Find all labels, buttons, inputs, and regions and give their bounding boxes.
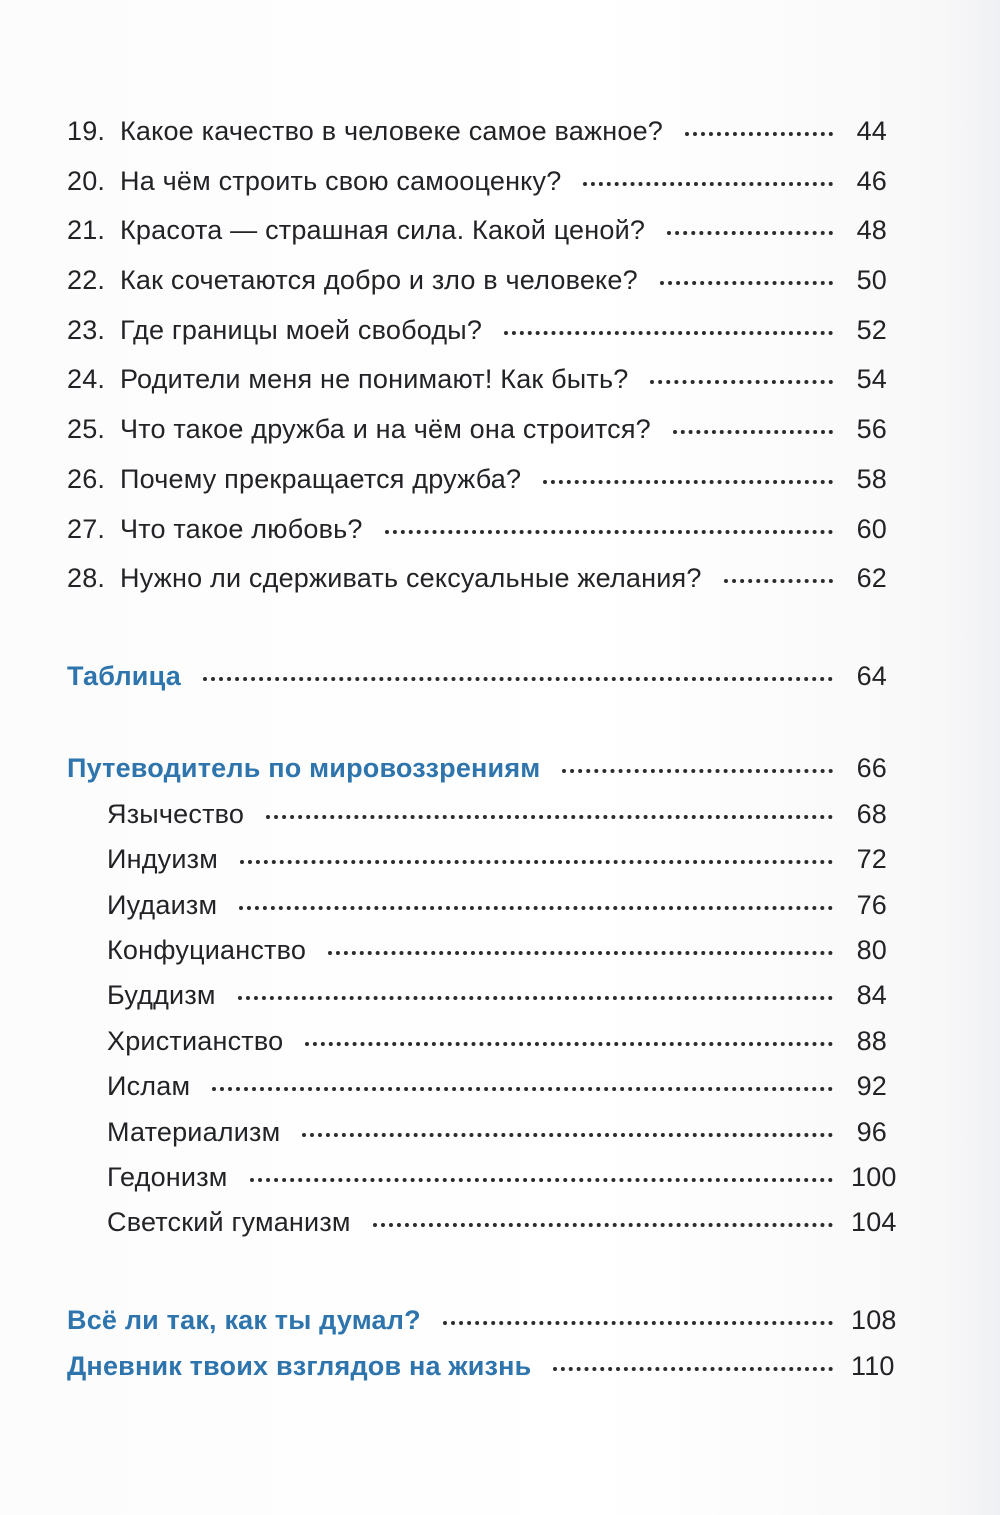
entry-page: 46 bbox=[856, 165, 887, 196]
subentry-title: Язычество bbox=[107, 798, 245, 829]
toc-subentry bbox=[67, 976, 887, 1021]
toc-entry-21 bbox=[67, 211, 887, 261]
dot-leader bbox=[328, 950, 833, 955]
dot-leader bbox=[385, 529, 833, 534]
toc-entry-26 bbox=[67, 460, 887, 510]
dot-leader bbox=[650, 379, 833, 384]
entry-number: 19. bbox=[67, 116, 106, 146]
dot-leader bbox=[373, 1222, 833, 1227]
toc-subentry bbox=[67, 931, 887, 976]
section-title: Таблица bbox=[67, 660, 181, 691]
dot-leader bbox=[240, 859, 833, 864]
entry-page: 48 bbox=[856, 215, 887, 246]
dot-leader bbox=[553, 1366, 833, 1371]
toc-entry-22 bbox=[67, 261, 887, 311]
dot-leader bbox=[724, 578, 833, 583]
dot-leader bbox=[583, 181, 833, 186]
dot-leader bbox=[203, 676, 833, 681]
toc-entry-24 bbox=[67, 360, 887, 410]
subentry-title: Ислам bbox=[107, 1071, 191, 1102]
dot-leader bbox=[443, 1320, 833, 1325]
table-of-contents bbox=[67, 112, 897, 1393]
dot-leader bbox=[302, 1132, 833, 1137]
subentry-title: Материализм bbox=[107, 1116, 281, 1147]
subentry-page: 80 bbox=[856, 935, 887, 966]
entry-title: Родители меня не понимают! Как быть? bbox=[120, 364, 629, 395]
dot-leader bbox=[504, 330, 833, 335]
subentry-page: 72 bbox=[856, 844, 887, 875]
toc-entry-27 bbox=[67, 510, 887, 560]
toc-subentry bbox=[67, 1067, 887, 1112]
section-title: Всё ли так, как ты думал? bbox=[67, 1304, 421, 1335]
subentry-title: Светский гуманизм bbox=[107, 1207, 351, 1238]
entry-page: 44 bbox=[856, 116, 887, 146]
section-page: 110 bbox=[851, 1350, 895, 1381]
dot-leader bbox=[239, 905, 833, 910]
entry-number: 27. bbox=[67, 513, 106, 544]
toc-entry-28 bbox=[67, 559, 887, 609]
subentry-page: 76 bbox=[856, 889, 887, 920]
dot-leader bbox=[685, 131, 833, 136]
entry-number: 21. bbox=[67, 215, 106, 246]
subentry-page: 104 bbox=[851, 1207, 897, 1238]
entry-number: 28. bbox=[67, 563, 106, 594]
entry-title: Что такое дружба и на чём она строится? bbox=[120, 414, 651, 445]
dot-leader bbox=[660, 280, 833, 285]
subentry-page: 88 bbox=[856, 1025, 887, 1056]
toc-entry-23 bbox=[67, 311, 887, 361]
dot-leader bbox=[562, 768, 833, 773]
dot-leader bbox=[305, 1041, 833, 1046]
subentry-title: Буддизм bbox=[107, 980, 216, 1011]
entry-number: 26. bbox=[67, 463, 106, 494]
entry-page: 62 bbox=[856, 563, 887, 594]
toc-subentry bbox=[67, 1158, 897, 1203]
toc-subentry bbox=[67, 886, 887, 931]
entry-page: 52 bbox=[856, 314, 887, 345]
entry-title: Где границы моей свободы? bbox=[120, 314, 483, 345]
entry-page: 58 bbox=[856, 463, 887, 494]
subentry-page: 92 bbox=[856, 1071, 887, 1102]
dot-leader bbox=[238, 995, 833, 1000]
subentry-title: Христианство bbox=[107, 1025, 284, 1056]
entry-title: Как сочетаются добро и зло в человеке? bbox=[120, 265, 638, 296]
toc-entry-25 bbox=[67, 410, 887, 460]
section-title: Путеводитель по мировоззрениям bbox=[67, 752, 541, 783]
subentry-title: Гедонизм bbox=[107, 1162, 228, 1192]
entry-page: 60 bbox=[856, 513, 887, 544]
dot-leader bbox=[543, 479, 833, 484]
entry-title: Почему прекращается дружба? bbox=[120, 463, 522, 494]
toc-section-guide bbox=[67, 749, 887, 795]
subentry-title: Конфуцианство bbox=[107, 935, 307, 966]
toc-subentry bbox=[67, 840, 887, 885]
entry-title: Какое качество в человеке самое важное? bbox=[120, 116, 664, 146]
dot-leader bbox=[266, 814, 833, 819]
subentry-title: Индуизм bbox=[107, 844, 218, 875]
entry-title: Нужно ли сдерживать сексуальные желания? bbox=[120, 563, 702, 594]
toc-section-table bbox=[67, 657, 887, 703]
section-page: 66 bbox=[856, 752, 887, 783]
subentry-title: Иудаизм bbox=[107, 889, 218, 920]
entry-number: 25. bbox=[67, 414, 106, 445]
entry-page: 50 bbox=[856, 265, 887, 296]
toc-section-diary bbox=[67, 1347, 895, 1393]
spacer bbox=[67, 609, 887, 657]
entry-page: 54 bbox=[856, 364, 887, 395]
entry-number: 23. bbox=[67, 314, 106, 345]
toc-subentry bbox=[67, 795, 887, 840]
page-edge-shadow bbox=[940, 0, 1000, 1515]
dot-leader bbox=[667, 230, 833, 235]
dot-leader bbox=[250, 1177, 833, 1182]
entry-number: 22. bbox=[67, 265, 106, 296]
subentry-page: 96 bbox=[856, 1116, 887, 1147]
dot-leader bbox=[673, 429, 833, 434]
toc-subentry bbox=[67, 1203, 897, 1248]
spacer bbox=[67, 703, 887, 749]
entry-title: Что такое любовь? bbox=[120, 513, 363, 544]
subentry-page: 68 bbox=[856, 798, 887, 829]
spacer bbox=[67, 1249, 887, 1301]
toc-entry-19 bbox=[67, 112, 887, 162]
toc-entry-20 bbox=[67, 162, 887, 212]
entry-title: На чём строить свою самооценку? bbox=[120, 165, 562, 196]
entry-page: 56 bbox=[856, 414, 887, 445]
subentry-page: 84 bbox=[856, 980, 887, 1011]
dot-leader bbox=[212, 1086, 833, 1091]
entry-number: 20. bbox=[67, 165, 106, 196]
entry-title: Красота — страшная сила. Какой ценой? bbox=[120, 215, 646, 246]
section-title: Дневник твоих взглядов на жизнь bbox=[67, 1350, 532, 1381]
toc-section-review bbox=[67, 1301, 897, 1347]
toc-subentry bbox=[67, 1113, 887, 1158]
section-page: 108 bbox=[851, 1304, 897, 1335]
subentry-page: 100 bbox=[851, 1162, 897, 1192]
toc-subentry bbox=[67, 1022, 887, 1067]
entry-number: 24. bbox=[67, 364, 106, 395]
section-page: 64 bbox=[856, 660, 887, 691]
